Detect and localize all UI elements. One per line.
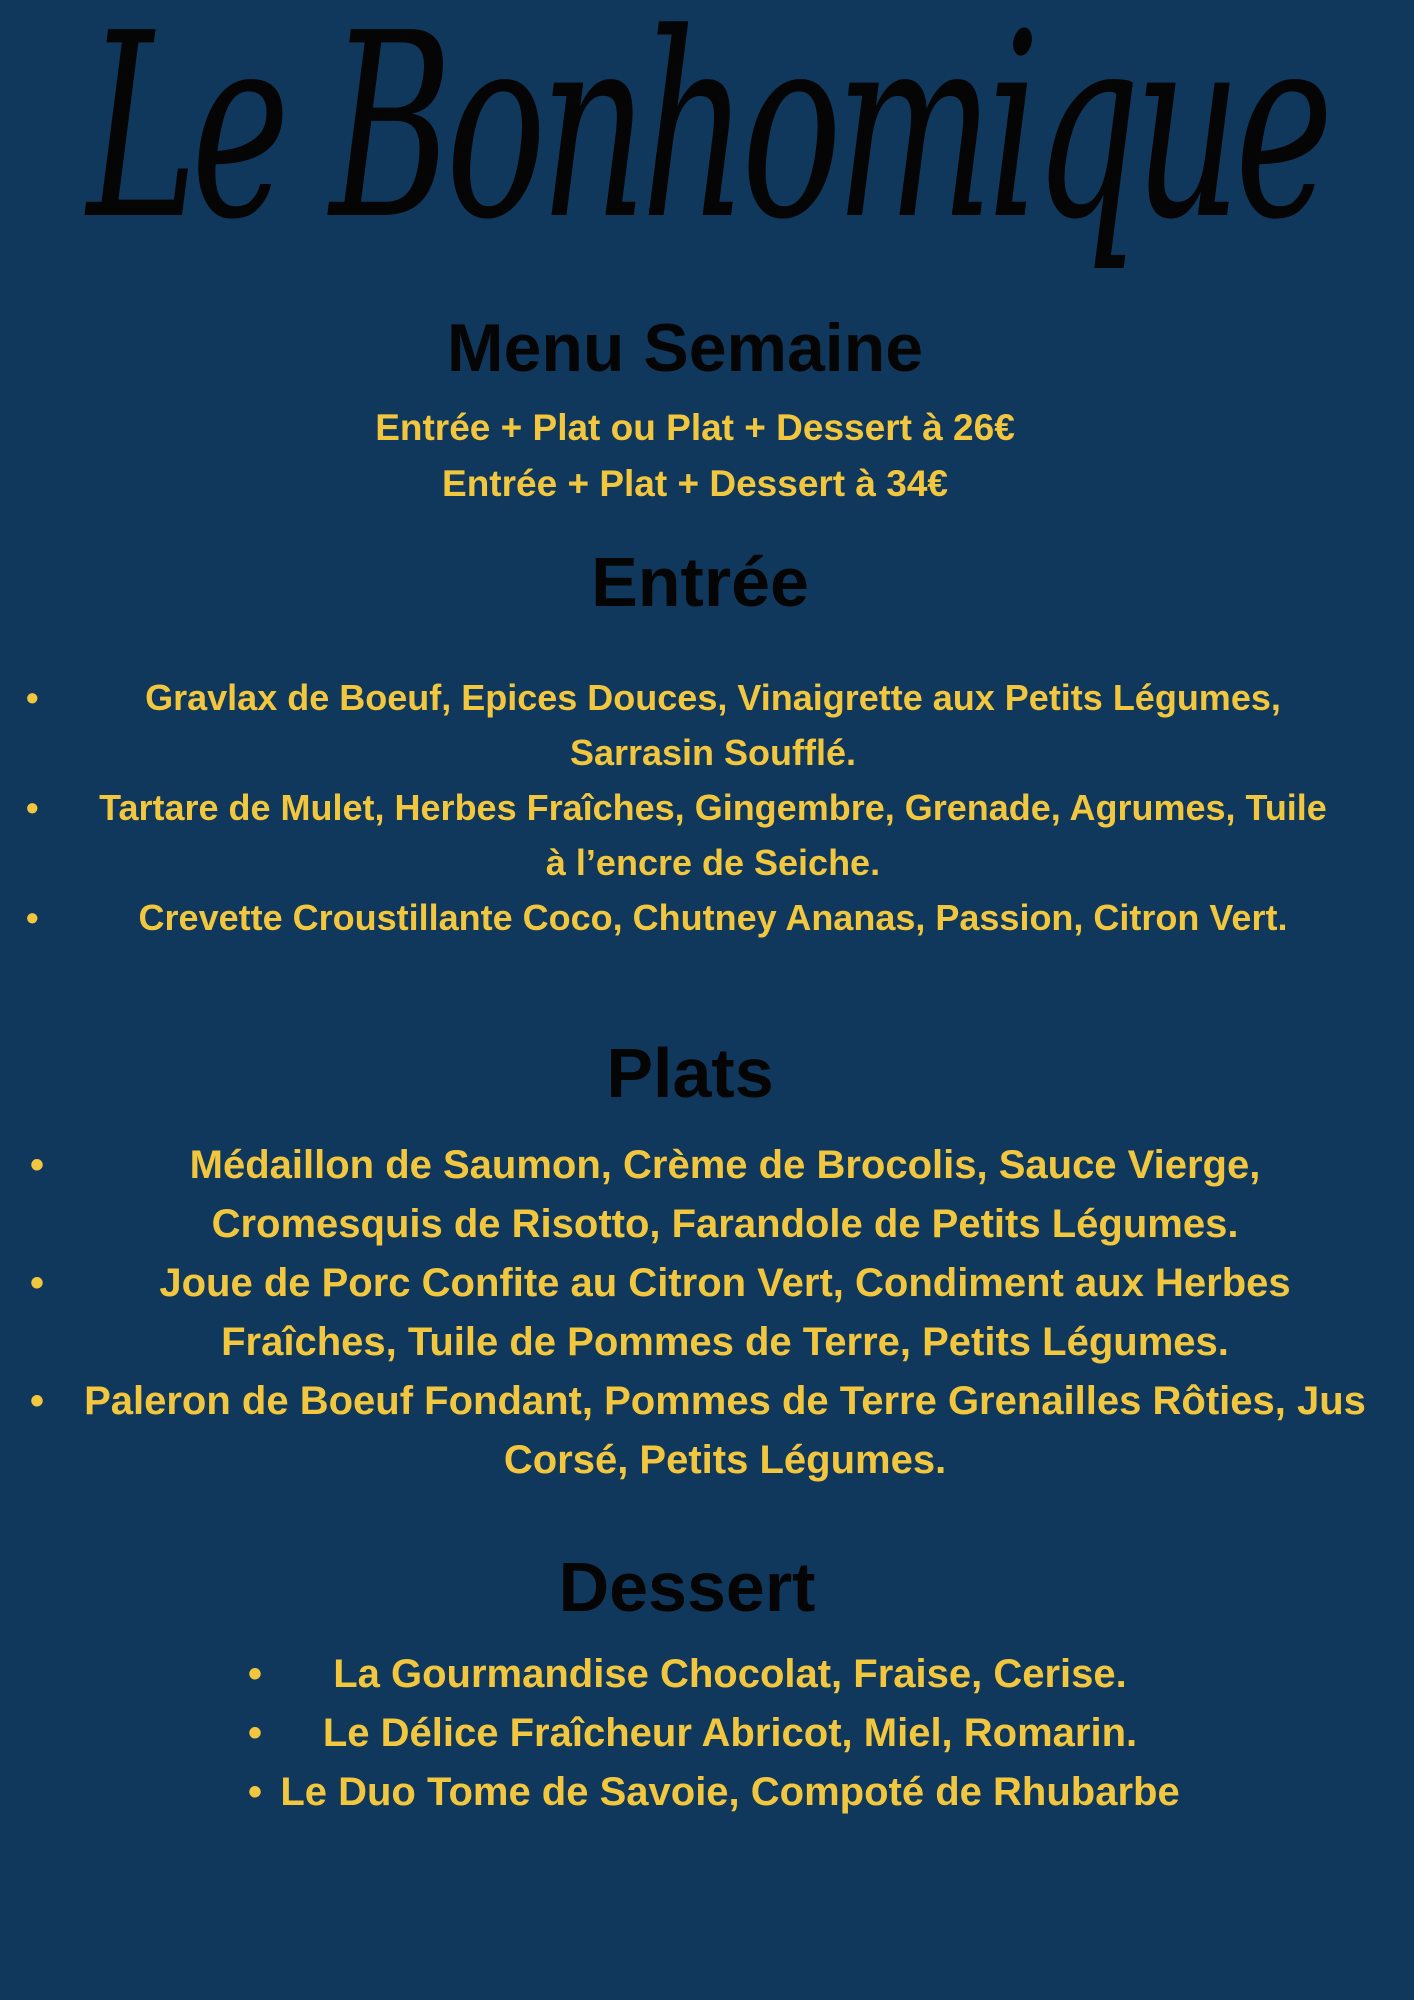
- dish-text: Médaillon de Saumon, Crème de Brocolis, Sauce Vierge, Cromesquis de Risotto, Farandole de Petits Légumes.: [189, 1143, 1261, 1246]
- dish-text: Le Délice Fraîcheur Abricot, Miel, Romarin.: [322, 1711, 1138, 1755]
- bullet-icon: •: [248, 1652, 263, 1696]
- price-line: Entrée + Plat ou Plat + Dessert à 26€: [375, 407, 1015, 448]
- dish-text: Crevette Croustillante Coco, Chutney Ananas, Passion, Citron Vert.: [138, 897, 1288, 938]
- list-item: [0, 780, 1414, 890]
- menu-title: Menu Semaine: [446, 310, 924, 386]
- section-title-dessert: Dessert: [558, 1548, 816, 1626]
- restaurant-logo: [0, 0, 1414, 310]
- dish-text: La Gourmandise Chocolat, Fraise, Cerise.: [333, 1652, 1127, 1696]
- bullet-icon: •: [248, 1711, 263, 1755]
- dessert-list: [240, 1645, 1220, 1822]
- list-item: [240, 1704, 1220, 1763]
- list-item: [240, 1645, 1220, 1704]
- list-item: [0, 670, 1414, 780]
- dish-text: Paleron de Boeuf Fondant, Pommes de Terre Grenailles Rôties, Jus Corsé, Petits Légumes.: [84, 1379, 1366, 1482]
- bullet-icon: •: [30, 1143, 45, 1187]
- list-item: [0, 890, 1414, 945]
- list-item: [0, 1372, 1414, 1490]
- section-title-plats: Plats: [606, 1034, 774, 1112]
- entree-list: [0, 670, 1414, 945]
- dish-text: Joue de Porc Confite au Citron Vert, Condiment aux Herbes Fraîches, Tuile de Pommes de Terre, Petits Légumes.: [159, 1261, 1291, 1364]
- list-item: [240, 1763, 1220, 1822]
- restaurant-name: Le Bonhomique: [84, 0, 1327, 276]
- dish-text: Tartare de Mulet, Herbes Fraîches, Gingembre, Grenade, Agrumes, Tuile à l’encre de Seiche.: [99, 787, 1327, 883]
- bullet-icon: •: [26, 897, 39, 938]
- bullet-icon: •: [30, 1379, 45, 1423]
- bullet-icon: •: [26, 677, 39, 718]
- bullet-icon: •: [30, 1261, 45, 1305]
- section-title-entree: Entrée: [591, 543, 809, 621]
- price-line: Entrée + Plat + Dessert à 34€: [442, 463, 948, 504]
- list-item: [0, 1136, 1414, 1254]
- price-options: [0, 400, 1390, 512]
- plats-list: [0, 1136, 1414, 1490]
- dish-text: Gravlax de Boeuf, Epices Douces, Vinaigrette aux Petits Légumes, Sarrasin Soufflé.: [145, 677, 1281, 773]
- bullet-icon: •: [26, 787, 39, 828]
- dish-text: Le Duo Tome de Savoie, Compoté de Rhubarbe: [280, 1770, 1180, 1814]
- list-item: [0, 1254, 1414, 1372]
- bullet-icon: •: [248, 1770, 263, 1814]
